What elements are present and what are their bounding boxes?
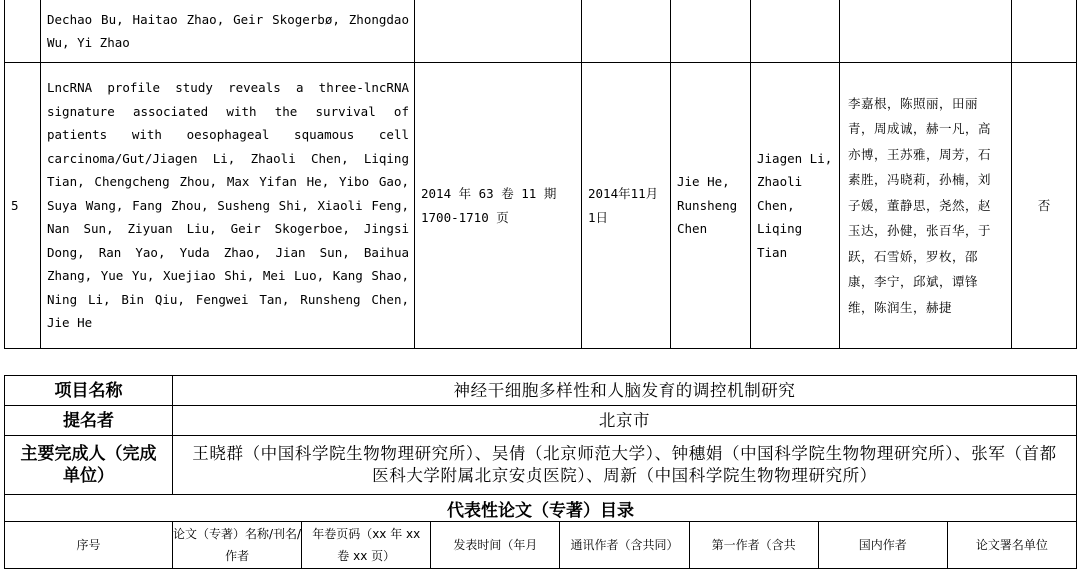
table-row xyxy=(5,495,1077,522)
corresponding-author-cell: Jie He, Runsheng Chen xyxy=(671,63,751,349)
corresponding-cell xyxy=(671,0,751,63)
header-volume: 年卷页码（xx 年 xx 卷 xx 页） xyxy=(302,522,431,569)
first-author-cell xyxy=(751,0,840,63)
table-row xyxy=(5,63,1077,349)
nominator-value: 北京市 xyxy=(173,406,1077,436)
date-cell xyxy=(582,0,671,63)
project-info-table xyxy=(4,375,1077,569)
table-header-row xyxy=(5,522,1077,569)
table-row xyxy=(5,436,1077,495)
header-affiliation: 论文署名单位 xyxy=(947,522,1076,569)
authors-cell: Dechao Bu, Haitao Zhao, Geir Skogerbø, Zhongdao Wu, Yi Zhao xyxy=(41,0,415,63)
main-contributors-value: 王晓群（中国科学院生物物理研究所）、吴倩（北京师范大学）、钟穗娟（中国科学院生物物理研究所）、张军（首都医科大学附属北京安贞医院）、周新（中国科学院生物物理研究所） xyxy=(173,436,1077,495)
pub-date-cell: 2014年11月1日 xyxy=(582,63,671,349)
papers-section-title: 代表性论文（专著）目录 xyxy=(5,495,1077,522)
domestic-authors-cell xyxy=(840,0,1012,63)
header-corresponding: 通讯作者（含共同） xyxy=(560,522,689,569)
main-contributors-label: 主要完成人（完成单位） xyxy=(5,436,173,495)
header-seq: 序号 xyxy=(5,522,173,569)
table-row xyxy=(5,406,1077,436)
project-name-value: 神经干细胞多样性和人脑发育的调控机制研究 xyxy=(173,376,1077,406)
volume-cell xyxy=(415,0,582,63)
title-journal-authors-cell: LncRNA profile study reveals a three-lncRNA signature associated with the survival of patients with oesophageal squamous cell carcinoma/Gut/Jiagen Li, Zhaoli Chen, Liqing Tian, Chengcheng Zhou, Max Yifan He, Yibo Gao, Suya Wang, Fang Zhou, Susheng Shi, Xiaoli Feng, Nan Sun, Ziyuan Liu, Geir Skogerboe, Jingsi Dong, Ran Yao, Yuda Zhao, Jian Sun, Baihua Zhang, Yue Yu, Xuejiao Shi, Mei Luo, Kang Shao, Ning Li, Bin Qiu, Fengwei Tan, Runsheng Chen, Jie He xyxy=(41,63,415,349)
header-first-author: 第一作者（含共 xyxy=(689,522,818,569)
domestic-authors-cell: 李嘉根，陈照丽，田丽青，周成诚，赫一凡，高亦博，王苏雅，周芳，石素胜，冯晓莉，孙楠，刘子媛，董静思，尧然，赵玉达，孙健，张百华，于跃，石雪娇，罗枚，邵康，李宁，邱斌，谭锋维，陈润生，赫捷 xyxy=(840,63,1012,349)
affiliation-cell xyxy=(1012,0,1077,63)
affiliation-flag-cell: 否 xyxy=(1012,63,1077,349)
nominator-label: 提名者 xyxy=(5,406,173,436)
volume-pages-cell: 2014 年 63 卷 11 期 1700-1710 页 xyxy=(415,63,582,349)
header-domestic: 国内作者 xyxy=(818,522,947,569)
papers-table-previous-page xyxy=(4,0,1077,349)
seq-cell: 5 xyxy=(5,63,41,349)
header-title: 论文（专著）名称/刊名/作者 xyxy=(173,522,302,569)
table-row xyxy=(5,376,1077,406)
project-name-label: 项目名称 xyxy=(5,376,173,406)
seq-cell xyxy=(5,0,41,63)
first-author-cell: Jiagen Li, Zhaoli Chen, Liqing Tian xyxy=(751,63,840,349)
header-date: 发表时间（年月 xyxy=(431,522,560,569)
table-row xyxy=(5,0,1077,63)
